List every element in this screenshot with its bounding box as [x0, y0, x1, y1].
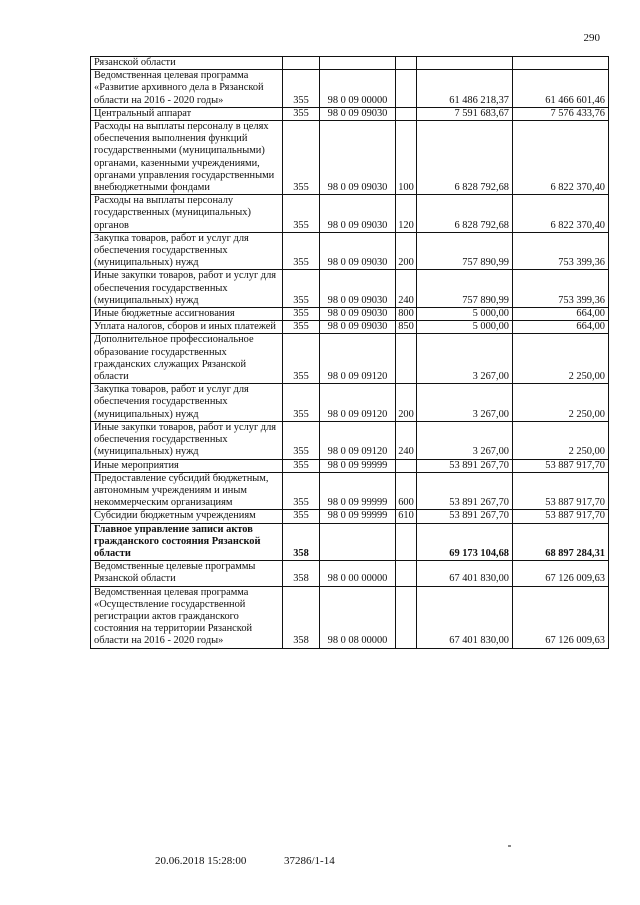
cell-target-article: 98 0 09 99999: [320, 472, 396, 510]
cell-amount-planned: 3 267,00: [417, 334, 513, 384]
cell-amount-planned: 3 267,00: [417, 421, 513, 459]
cell-amount-executed: [513, 57, 609, 70]
cell-expense-type: 240: [396, 421, 417, 459]
cell-name: Рязанской области: [91, 57, 283, 70]
cell-amount-executed: 753 399,36: [513, 232, 609, 270]
cell-expense-type: [396, 586, 417, 648]
cell-target-article: 98 0 09 09030: [320, 195, 396, 233]
cell-name: Дополнительное профессиональное образование государственных гражданских служащих Рязанской области: [91, 334, 283, 384]
cell-amount-planned: 53 891 267,70: [417, 472, 513, 510]
cell-department-code: 355: [283, 421, 320, 459]
cell-department-code: 355: [283, 472, 320, 510]
cell-name: Иные закупки товаров, работ и услуг для обеспечения государственных (муниципальных) нужд: [91, 270, 283, 308]
cell-expense-type: [396, 459, 417, 472]
footer-timestamp: 20.06.2018 15:28:00: [155, 855, 247, 867]
cell-amount-planned: 757 890,99: [417, 232, 513, 270]
cell-amount-planned: 69 173 104,68: [417, 523, 513, 561]
cell-department-code: 355: [283, 107, 320, 120]
cell-expense-type: 800: [396, 308, 417, 321]
cell-target-article: 98 0 09 09120: [320, 384, 396, 422]
cell-amount-planned: 7 591 683,67: [417, 107, 513, 120]
footer-document-number: 37286/1-14: [284, 855, 335, 867]
cell-amount-executed: 2 250,00: [513, 384, 609, 422]
cell-department-code: 355: [283, 459, 320, 472]
cell-expense-type: 120: [396, 195, 417, 233]
cell-amount-executed: 67 126 009,63: [513, 561, 609, 586]
cell-amount-planned: 6 828 792,68: [417, 195, 513, 233]
cell-amount-planned: 53 891 267,70: [417, 510, 513, 523]
cell-amount-executed: 7 576 433,76: [513, 107, 609, 120]
cell-department-code: 355: [283, 232, 320, 270]
cell-expense-type: [396, 334, 417, 384]
cell-target-article: 98 0 09 09030: [320, 308, 396, 321]
cell-name: Закупка товаров, работ и услуг для обеспечения государственных (муниципальных) нужд: [91, 384, 283, 422]
cell-department-code: 355: [283, 195, 320, 233]
cell-amount-planned: 3 267,00: [417, 384, 513, 422]
cell-expense-type: 610: [396, 510, 417, 523]
cell-amount-planned: 61 486 218,37: [417, 70, 513, 108]
table-row: [91, 421, 609, 459]
cell-amount-executed: 6 822 370,40: [513, 121, 609, 195]
cell-amount-planned: 67 401 830,00: [417, 586, 513, 648]
table-row: [91, 334, 609, 384]
cell-target-article: 98 0 09 09120: [320, 334, 396, 384]
cell-target-article: 98 0 09 09030: [320, 270, 396, 308]
table-row: [91, 195, 609, 233]
table-row: [91, 523, 609, 561]
cell-target-article: 98 0 09 09030: [320, 321, 396, 334]
table-row: [91, 586, 609, 648]
page-number: 290: [583, 32, 600, 44]
table-row: [91, 472, 609, 510]
cell-name: Иные мероприятия: [91, 459, 283, 472]
cell-name: Предоставление субсидий бюджетным, автономным учреждениям и иным некоммерческим организациям: [91, 472, 283, 510]
cell-name: Уплата налогов, сборов и иных платежей: [91, 321, 283, 334]
cell-expense-type: 200: [396, 384, 417, 422]
cell-amount-executed: 2 250,00: [513, 334, 609, 384]
cell-expense-type: [396, 70, 417, 108]
cell-amount-planned: [417, 57, 513, 70]
cell-name: Расходы на выплаты персоналу в целях обеспечения выполнения функций государственными (муниципальными) органами, казенными учреждениями, органами управления государственными внебюджетными фондами: [91, 121, 283, 195]
cell-department-code: 355: [283, 308, 320, 321]
cell-amount-executed: 67 126 009,63: [513, 586, 609, 648]
cell-department-code: 358: [283, 523, 320, 561]
cell-expense-type: 100: [396, 121, 417, 195]
cell-department-code: 355: [283, 321, 320, 334]
cell-amount-executed: 664,00: [513, 321, 609, 334]
cell-department-code: 355: [283, 334, 320, 384]
cell-name: Субсидии бюджетным учреждениям: [91, 510, 283, 523]
cell-amount-executed: 2 250,00: [513, 421, 609, 459]
cell-department-code: [283, 57, 320, 70]
cell-target-article: 98 0 09 09030: [320, 232, 396, 270]
cell-name: Расходы на выплаты персоналу государственных (муниципальных) органов: [91, 195, 283, 233]
cell-target-article: 98 0 09 09030: [320, 121, 396, 195]
cell-amount-executed: 6 822 370,40: [513, 195, 609, 233]
cell-name: Ведомственные целевые программы Рязанской области: [91, 561, 283, 586]
cell-target-article: 98 0 09 09120: [320, 421, 396, 459]
cell-amount-executed: 61 466 601,46: [513, 70, 609, 108]
cell-name: Иные бюджетные ассигнования: [91, 308, 283, 321]
cell-target-article: 98 0 09 99999: [320, 459, 396, 472]
cell-amount-planned: 67 401 830,00: [417, 561, 513, 586]
cell-amount-executed: 68 897 284,31: [513, 523, 609, 561]
cell-amount-planned: 6 828 792,68: [417, 121, 513, 195]
cell-target-article: [320, 57, 396, 70]
cell-name: Главное управление записи актов гражданского состояния Рязанской области: [91, 523, 283, 561]
table-row: [91, 107, 609, 120]
scan-mark: [508, 845, 511, 847]
cell-amount-planned: 5 000,00: [417, 321, 513, 334]
table-row: [91, 57, 609, 70]
cell-expense-type: [396, 57, 417, 70]
cell-department-code: 358: [283, 586, 320, 648]
table-row: [91, 510, 609, 523]
cell-target-article: [320, 523, 396, 561]
table-row: [91, 321, 609, 334]
cell-expense-type: 200: [396, 232, 417, 270]
table-row: [91, 70, 609, 108]
budget-table: [90, 56, 609, 649]
table-row: [91, 561, 609, 586]
cell-amount-executed: 664,00: [513, 308, 609, 321]
cell-name: Закупка товаров, работ и услуг для обеспечения государственных (муниципальных) нужд: [91, 232, 283, 270]
cell-department-code: 355: [283, 384, 320, 422]
cell-name: Ведомственная целевая программа «Осуществление государственной регистрации актов гражданского состояния на территории Рязанской области на 2016 - 2020 годы»: [91, 586, 283, 648]
cell-expense-type: 600: [396, 472, 417, 510]
cell-target-article: 98 0 00 00000: [320, 561, 396, 586]
cell-amount-executed: 753 399,36: [513, 270, 609, 308]
cell-amount-planned: 53 891 267,70: [417, 459, 513, 472]
table-row: [91, 459, 609, 472]
cell-name: Центральный аппарат: [91, 107, 283, 120]
table-row: [91, 232, 609, 270]
table-row: [91, 121, 609, 195]
cell-department-code: 355: [283, 270, 320, 308]
cell-expense-type: [396, 107, 417, 120]
cell-amount-executed: 53 887 917,70: [513, 472, 609, 510]
table-row: [91, 270, 609, 308]
table-row: [91, 308, 609, 321]
cell-amount-planned: 757 890,99: [417, 270, 513, 308]
cell-expense-type: 850: [396, 321, 417, 334]
cell-expense-type: [396, 561, 417, 586]
cell-department-code: 355: [283, 510, 320, 523]
table-body: [91, 57, 609, 649]
cell-target-article: 98 0 09 09030: [320, 107, 396, 120]
cell-amount-executed: 53 887 917,70: [513, 510, 609, 523]
cell-amount-planned: 5 000,00: [417, 308, 513, 321]
cell-department-code: 355: [283, 70, 320, 108]
cell-expense-type: 240: [396, 270, 417, 308]
cell-target-article: 98 0 08 00000: [320, 586, 396, 648]
cell-department-code: 358: [283, 561, 320, 586]
cell-amount-executed: 53 887 917,70: [513, 459, 609, 472]
table-row: [91, 384, 609, 422]
cell-target-article: 98 0 09 00000: [320, 70, 396, 108]
cell-department-code: 355: [283, 121, 320, 195]
cell-name: Иные закупки товаров, работ и услуг для обеспечения государственных (муниципальных) нужд: [91, 421, 283, 459]
cell-expense-type: [396, 523, 417, 561]
cell-target-article: 98 0 09 99999: [320, 510, 396, 523]
cell-name: Ведомственная целевая программа «Развитие архивного дела в Рязанской области на 2016 - 2020 годы»: [91, 70, 283, 108]
